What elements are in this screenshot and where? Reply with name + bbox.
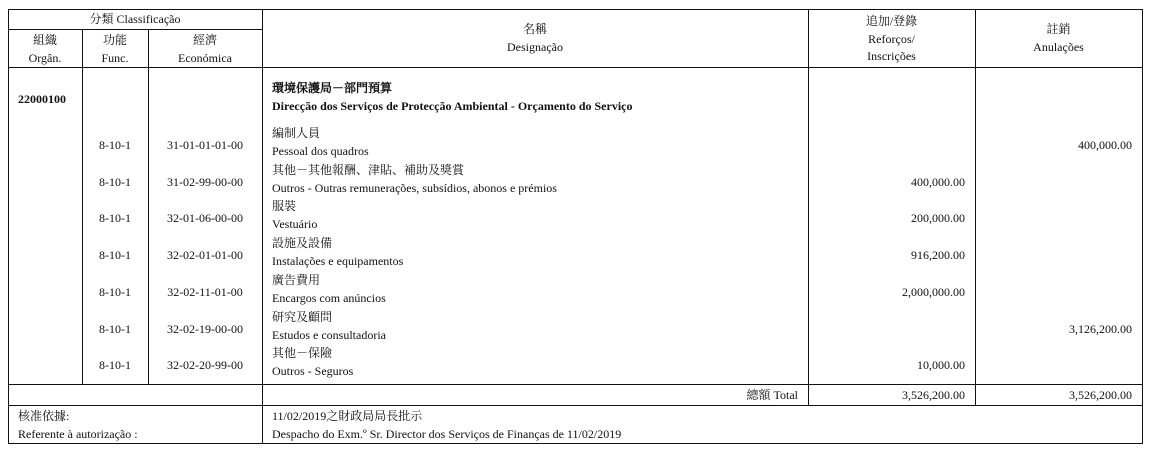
rule-right: [1142, 9, 1143, 444]
row-desig-zh: 設施及設備: [272, 236, 333, 250]
row-desig-pt: Vestuário: [272, 217, 318, 231]
row-desig-pt: Estudos e consultadoria: [272, 328, 386, 342]
row-econ: 32-02-20-99-00: [167, 358, 243, 372]
header-func-pt: Func.: [101, 51, 129, 65]
auth-text-pt: Despacho do Exm.º Sr. Director dos Serviços de Finanças de 11/02/2019: [272, 427, 622, 441]
header-anul-zh: 註銷: [1046, 22, 1071, 36]
header-econ-zh: 經濟: [192, 33, 217, 47]
row-desig-zh: 編制人員: [272, 126, 321, 140]
header-reforcos-pt1: Reforços/: [868, 32, 915, 46]
rule-reforcos-anul: [975, 9, 976, 406]
row-econ: 32-02-01-01-00: [167, 248, 243, 262]
row-func: 8-10-1: [99, 138, 131, 152]
organ-code: 22000100: [18, 92, 66, 106]
rule-desig-reforcos: [808, 9, 809, 406]
row-desig-zh: 服裝: [272, 199, 297, 213]
row-desig-zh: 研究及顧問: [272, 310, 333, 324]
row-econ: 31-01-01-01-00: [167, 138, 243, 152]
rule-top: [8, 9, 1143, 10]
header-classificacao: 分類 Classificação: [89, 12, 181, 26]
auth-label-zh: 核准依據:: [18, 409, 70, 423]
row-econ: 32-01-06-00-00: [167, 211, 243, 225]
row-desig-pt: Instalações e equipamentos: [272, 254, 404, 268]
row-anulacoes: 3,126,200.00: [1069, 322, 1132, 336]
auth-label-pt: Referente à autorização :: [18, 427, 138, 441]
total-reforcos: 3,526,200.00: [902, 388, 965, 402]
row-desig-zh: 其他－其他報酬、津貼、補助及獎賞: [272, 163, 465, 177]
rule-econ-desig: [262, 9, 263, 444]
row-func: 8-10-1: [99, 285, 131, 299]
row-desig-zh: 其他－保險: [272, 346, 333, 360]
row-reforcos: 2,000,000.00: [902, 285, 965, 299]
row-reforcos: 916,200.00: [911, 248, 965, 262]
budget-title-pt: Direcção dos Serviços de Protecção Ambiental - Orçamento do Serviço: [272, 99, 633, 113]
total-anulacoes: 3,526,200.00: [1069, 388, 1132, 402]
header-desig-pt: Designação: [507, 40, 563, 54]
row-func: 8-10-1: [99, 358, 131, 372]
row-func: 8-10-1: [99, 248, 131, 262]
rule-header-bottom: [8, 67, 1143, 68]
rule-bottom: [8, 443, 1143, 444]
row-desig-pt: Encargos com anúncios: [272, 291, 386, 305]
row-desig-zh: 廣告費用: [272, 273, 321, 287]
row-reforcos: 200,000.00: [911, 211, 965, 225]
header-econ-pt: Económica: [178, 51, 232, 65]
header-organ-zh: 組織: [32, 33, 57, 47]
row-econ: 31-02-99-00-00: [167, 175, 243, 189]
rule-total-bottom: [8, 405, 1143, 406]
header-func-zh: 功能: [102, 33, 127, 47]
row-func: 8-10-1: [99, 175, 131, 189]
auth-text-zh: 11/02/2019之財政局局長批示: [272, 409, 423, 423]
row-econ: 32-02-11-01-00: [167, 285, 243, 299]
row-reforcos: 10,000.00: [917, 358, 965, 372]
header-desig-zh: 名稱: [522, 22, 547, 36]
row-desig-pt: Pessoal dos quadros: [272, 144, 369, 158]
header-anul-pt: Anulações: [1033, 40, 1084, 54]
total-label: 總額 Total: [746, 388, 798, 402]
header-reforcos-pt2: Inscrições: [867, 49, 916, 63]
row-reforcos: 400,000.00: [911, 175, 965, 189]
header-reforcos-zh: 追加/登錄: [865, 14, 918, 28]
rule-classif: [8, 29, 262, 30]
header-organ-pt: Orgân.: [28, 51, 62, 65]
row-anulacoes: 400,000.00: [1078, 138, 1132, 152]
rule-total-top: [8, 384, 1143, 385]
budget-title-zh: 環境保護局－部門預算: [272, 81, 393, 95]
row-func: 8-10-1: [99, 322, 131, 336]
row-desig-pt: Outros - Outras remunerações, subsídios, abonos e prémios: [272, 181, 557, 195]
row-desig-pt: Outros - Seguros: [272, 364, 354, 378]
row-econ: 32-02-19-00-00: [167, 322, 243, 336]
row-func: 8-10-1: [99, 211, 131, 225]
rule-left: [8, 9, 9, 444]
